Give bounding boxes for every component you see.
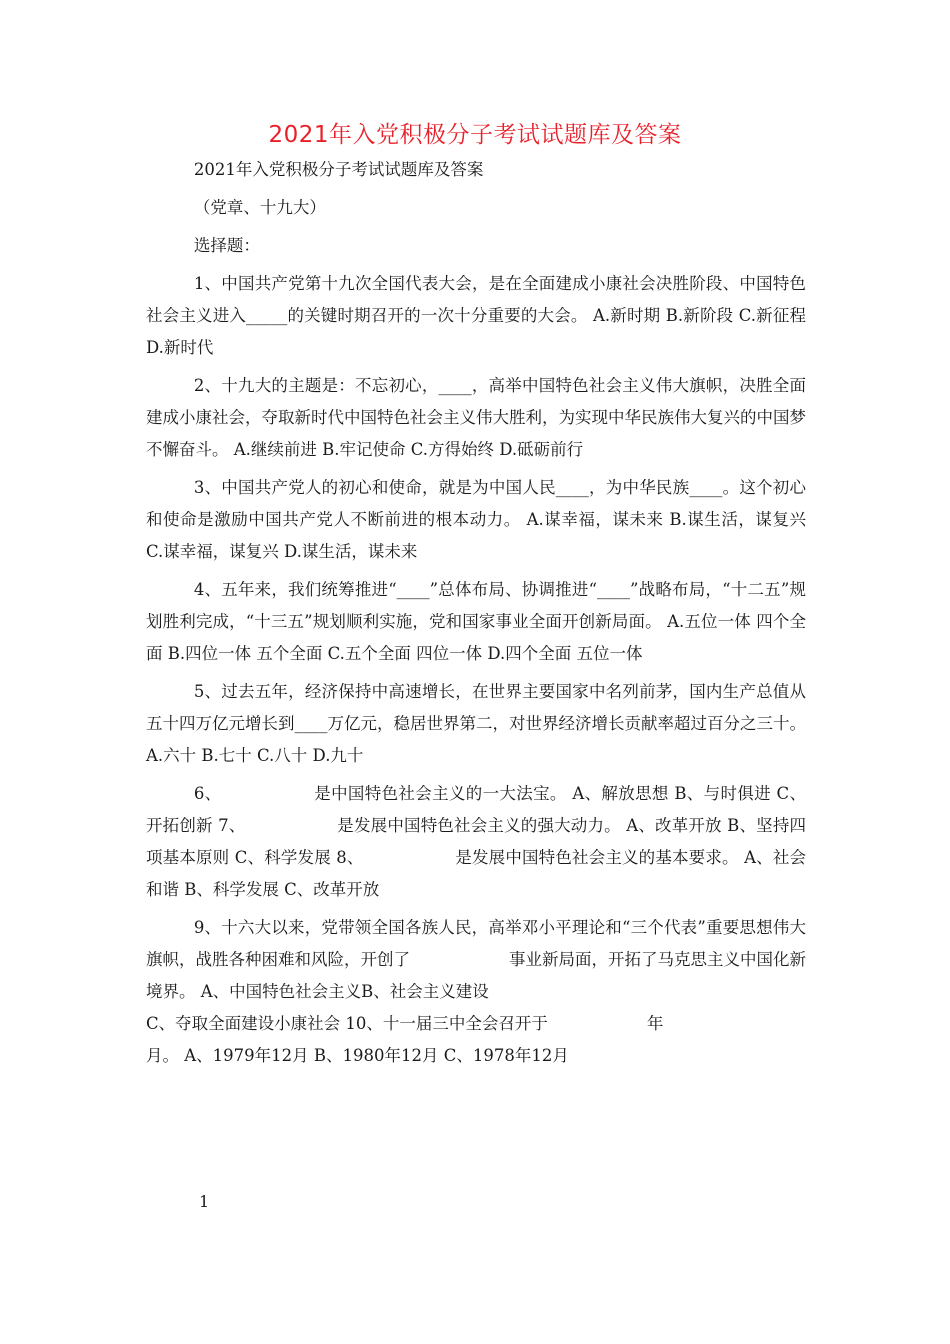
document-subtitle: 2021年入党积极分子考试试题库及答案 <box>193 160 484 179</box>
document-body <box>146 154 806 1078</box>
document-scope: （党章、十九大） <box>193 198 326 217</box>
question-9: 9、十六大以来，党带领全国各族人民，高举邓小平理论和“三个代表”重要思想伟大旗帜，战胜各种困难和风险，开创了 事业新局面，开拓了马克思主义中国化新境界。 A、中国特色社会主义B、社会主义建设 <box>146 918 806 1001</box>
question-5: 5、过去五年，经济保持中高速增长，在世界主要国家中名列前茅，国内生产总值从五十四万亿元增长到____万亿元，稳居世界第二，对世界经济增长贡献率超过百分之三十。 A.六十 B.七十 C.八十 D.九十 <box>146 682 806 765</box>
question-3: 3、中国共产党人的初心和使命，就是为中国人民____，为中华民族____。这个初心和使命是激励中国共产党人不断前进的根本动力。 A.谋幸福，谋未来 B.谋生活，谋复兴 C.谋幸福，谋复兴 D.谋生活，谋未来 <box>146 478 806 561</box>
question-6-8: 6、 是中国特色社会主义的一大法宝。 A、解放思想 B、与时俱进 C、开拓创新 7、 是发展中国特色社会主义的强大动力。 A、改革开放 B、坚持四项基本原则 C、科学发展 8、 是发展中国特色社会主义的基本要求。 A、社会和谐 B、科学发展 C、改革开放 <box>146 784 806 899</box>
section-label: 选择题： <box>193 236 260 255</box>
question-1: 1、中国共产党第十九次全国代表大会，是在全面建成小康社会决胜阶段、中国特色社会主义进入_____的关键时期召开的一次十分重要的大会。 A.新时期 B.新阶段 C.新征程 D.新时代 <box>146 274 806 357</box>
page-number: 1 <box>199 1192 210 1211</box>
question-continuation-2: 月。 A、1979年12月 B、1980年12月 C、1978年12月 <box>146 1046 569 1065</box>
question-continuation-1: C、夺取全面建设小康社会 10、十一届三中全会召开于 年 <box>146 1014 664 1033</box>
document-title: 2021年入党积极分子考试试题库及答案 <box>268 122 682 148</box>
question-4: 4、五年来，我们统筹推进“____”总体布局、协调推进“____”战略布局，“十二五”规划胜利完成，“十三五”规划顺利实施，党和国家事业全面开创新局面。 A.五位一体 四个全面 B.四位一体 五个全面 C.五个全面 四位一体 D.四个全面 五位一体 <box>146 580 806 663</box>
question-2: 2、十九大的主题是：不忘初心，____，高举中国特色社会主义伟大旗帜，决胜全面建成小康社会，夺取新时代中国特色社会主义伟大胜利，为实现中华民族伟大复兴的中国梦不懈奋斗。 A.继续前进 B.牢记使命 C.方得始终 D.砥砺前行 <box>146 376 806 459</box>
